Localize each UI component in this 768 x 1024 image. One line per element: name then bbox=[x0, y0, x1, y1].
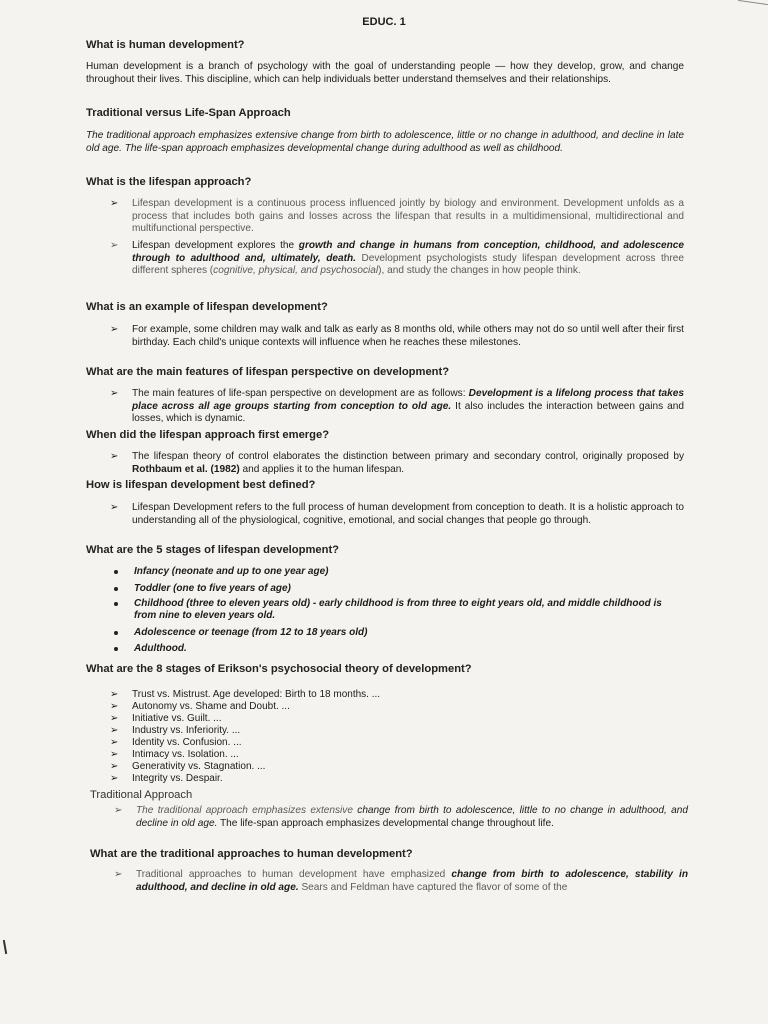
erikson-item-text: Identity vs. Confusion. ... bbox=[132, 737, 242, 748]
arrow-bullet-icon: ➢ bbox=[110, 773, 119, 784]
erikson-item-text: Generativity vs. Stagnation. ... bbox=[132, 761, 266, 772]
bullet-text-emphasis: change from birth to adolescence, stability in adulthood, and decline in old age. bbox=[136, 869, 689, 893]
heading-traditional-vs-lifespan: Traditional versus Life-Span Approach bbox=[86, 107, 291, 119]
arrow-bullet-icon: ➢ bbox=[110, 502, 119, 513]
bullet-text-post: Sears and Feldman have captured the flavor of some of the bbox=[298, 881, 568, 893]
bullet-text-emphasis: Rothbaum et al. (1982) bbox=[132, 463, 240, 475]
bullet-text-pre: Traditional approaches to human development have emphasized bbox=[136, 869, 452, 880]
bullet-text-pre: Lifespan development explores the bbox=[132, 240, 299, 251]
paragraph-human-development: Human development is a branch of psychology with the goal of understanding people — how they develop, grow, and change throughout their lives. This discipline, which can help individuals better understand themselves and their relationships. bbox=[86, 61, 684, 85]
bullet-lifespan-example bbox=[110, 324, 684, 349]
bullet-dot-icon bbox=[114, 631, 118, 635]
arrow-bullet-icon: ➢ bbox=[110, 198, 119, 209]
arrow-bullet-icon: ➢ bbox=[110, 324, 119, 335]
paragraph-traditional-vs-lifespan: The traditional approach emphasizes extensive change from birth to adolescence, little or no change in adulthood, and decline in late old age. The life-span approach emphasizes developmental change during adulthood as well as childhood. bbox=[86, 130, 684, 154]
arrow-bullet-icon: ➢ bbox=[110, 713, 119, 724]
arrow-bullet-icon: ➢ bbox=[110, 761, 119, 772]
stage-text: Toddler (one to five years of age) bbox=[134, 583, 291, 594]
arrow-bullet-icon: ➢ bbox=[110, 240, 119, 251]
heading-lifespan-example: What is an example of lifespan development? bbox=[86, 301, 328, 313]
erikson-item bbox=[110, 701, 290, 713]
arrow-bullet-icon: ➢ bbox=[114, 869, 123, 880]
erikson-item-text: Autonomy vs. Shame and Doubt. ... bbox=[132, 701, 290, 712]
bullet-text-pre: The lifespan theory of control elaborates the distinction between primary and secondary control, originally proposed by bbox=[132, 451, 684, 462]
bullet-text-mid: Development psychologists study lifespan development across three different spheres ( bbox=[132, 252, 684, 276]
bullet-text-post: The life-span approach emphasizes developmental change throughout life. bbox=[217, 817, 554, 829]
stage-item-childhood bbox=[134, 598, 684, 622]
erikson-item-text: Initiative vs. Guilt. ... bbox=[132, 713, 222, 724]
bullet-dot-icon bbox=[114, 587, 118, 591]
bullet-lifespan-explores bbox=[110, 240, 684, 278]
arrow-bullet-icon: ➢ bbox=[114, 805, 123, 816]
bullet-text-post: ), and study the changes in how people think. bbox=[378, 265, 581, 276]
arrow-bullet-icon: ➢ bbox=[110, 725, 119, 736]
bullet-text-emphasis: change from birth to adolescence, little to no change in adulthood, and decline in old age. bbox=[136, 805, 688, 829]
arrow-bullet-icon: ➢ bbox=[110, 451, 119, 462]
bullet-dot-icon bbox=[114, 570, 118, 574]
erikson-item bbox=[110, 761, 266, 773]
erikson-item-text: Integrity vs. Despair. bbox=[132, 773, 223, 784]
arrow-bullet-icon: ➢ bbox=[110, 689, 119, 700]
bullet-dot-icon bbox=[114, 647, 118, 651]
bullet-text-emphasis: growth and change in humans from conception, childhood, and adolescence through to adulthood and, ultimately, death. bbox=[132, 240, 684, 264]
heading-lifespan-defined: How is lifespan development best defined? bbox=[86, 479, 316, 491]
arrow-bullet-icon: ➢ bbox=[110, 388, 119, 399]
heading-main-features: What are the main features of lifespan perspective on development? bbox=[86, 366, 450, 378]
heading-erikson-stages: What are the 8 stages of Erikson's psychosocial theory of development? bbox=[86, 663, 472, 675]
bullet-traditional-approaches bbox=[114, 869, 689, 894]
bullet-text: For example, some children may walk and talk as early as 8 months old, while others may not do so until well after their first birthday. Each child's unique contexts will influence when he reaches these milestones. bbox=[132, 324, 684, 348]
bullet-text-pre: The main features of life-span perspective on development are as follows: bbox=[132, 388, 469, 399]
stage-text: Childhood (three to eleven years old) - early childhood is from three to eight years old, and middle childhood is from nine to eleven years old. bbox=[134, 598, 662, 621]
document-title: EDUC. 1 bbox=[362, 16, 406, 28]
erikson-item-text: Industry vs. Inferiority. ... bbox=[132, 725, 241, 736]
bullet-text-emphasis-2: cognitive, physical, and psychosocial bbox=[213, 265, 379, 276]
bullet-lifespan-continuous bbox=[110, 198, 684, 236]
stage-item-adulthood bbox=[134, 643, 684, 655]
bullet-traditional-approach bbox=[114, 805, 688, 830]
bullet-text: Lifespan Development refers to the full process of human development from conception to death. It is a holistic approach to understanding all of the physiological, cognitive, emotional, and social changes that people go through. bbox=[132, 502, 684, 526]
erikson-item bbox=[110, 725, 241, 737]
erikson-item bbox=[110, 737, 242, 749]
erikson-item bbox=[110, 713, 222, 725]
heading-lifespan-approach: What is the lifespan approach? bbox=[86, 176, 252, 188]
bullet-text-pre: The traditional approach emphasizes extensive bbox=[136, 805, 358, 816]
stage-item-adolescence bbox=[134, 627, 684, 639]
heading-five-stages: What are the 5 stages of lifespan development? bbox=[86, 544, 340, 556]
heading-traditional-approaches: What are the traditional approaches to human development? bbox=[90, 848, 413, 860]
stage-text: Adulthood. bbox=[134, 643, 187, 654]
scan-mark bbox=[738, 0, 768, 5]
bullet-dot-icon bbox=[114, 602, 118, 606]
heading-traditional-approach: Traditional Approach bbox=[90, 789, 193, 801]
bullet-lifespan-emerge bbox=[110, 451, 684, 476]
stage-text: Adolescence or teenage (from 12 to 18 years old) bbox=[134, 627, 368, 638]
scan-mark bbox=[3, 940, 7, 954]
bullet-lifespan-defined bbox=[110, 502, 684, 527]
erikson-item bbox=[110, 749, 239, 761]
bullet-main-features bbox=[110, 388, 684, 426]
bullet-text-emphasis: Development is a lifelong process that takes place across all age groups starting from conception to old age. bbox=[132, 388, 684, 412]
erikson-item-text: Intimacy vs. Isolation. ... bbox=[132, 749, 239, 760]
heading-lifespan-emerge: When did the lifespan approach first emerge? bbox=[86, 429, 330, 441]
bullet-text-post: It also includes the interaction between gains and losses, which is dynamic. bbox=[132, 400, 684, 424]
bullet-text-post: and applies it to the human lifespan. bbox=[239, 463, 405, 475]
erikson-item bbox=[110, 689, 381, 701]
heading-human-development: What is human development? bbox=[86, 39, 245, 51]
stage-item-toddler bbox=[134, 583, 684, 595]
erikson-item-text: Trust vs. Mistrust. Age developed: Birth to 18 months. ... bbox=[132, 689, 381, 700]
arrow-bullet-icon: ➢ bbox=[110, 737, 119, 748]
stage-text: Infancy (neonate and up to one year age) bbox=[134, 566, 329, 577]
arrow-bullet-icon: ➢ bbox=[110, 701, 119, 712]
stage-item-infancy bbox=[134, 566, 684, 578]
arrow-bullet-icon: ➢ bbox=[110, 749, 119, 760]
bullet-text: Lifespan development is a continuous process influenced jointly by biology and environment. Development unfolds as a process that includes both gains and losses across the lifespan that results in a multidimensional, multidirectional and multifunctional perspective. bbox=[132, 198, 684, 234]
erikson-item bbox=[110, 773, 223, 785]
